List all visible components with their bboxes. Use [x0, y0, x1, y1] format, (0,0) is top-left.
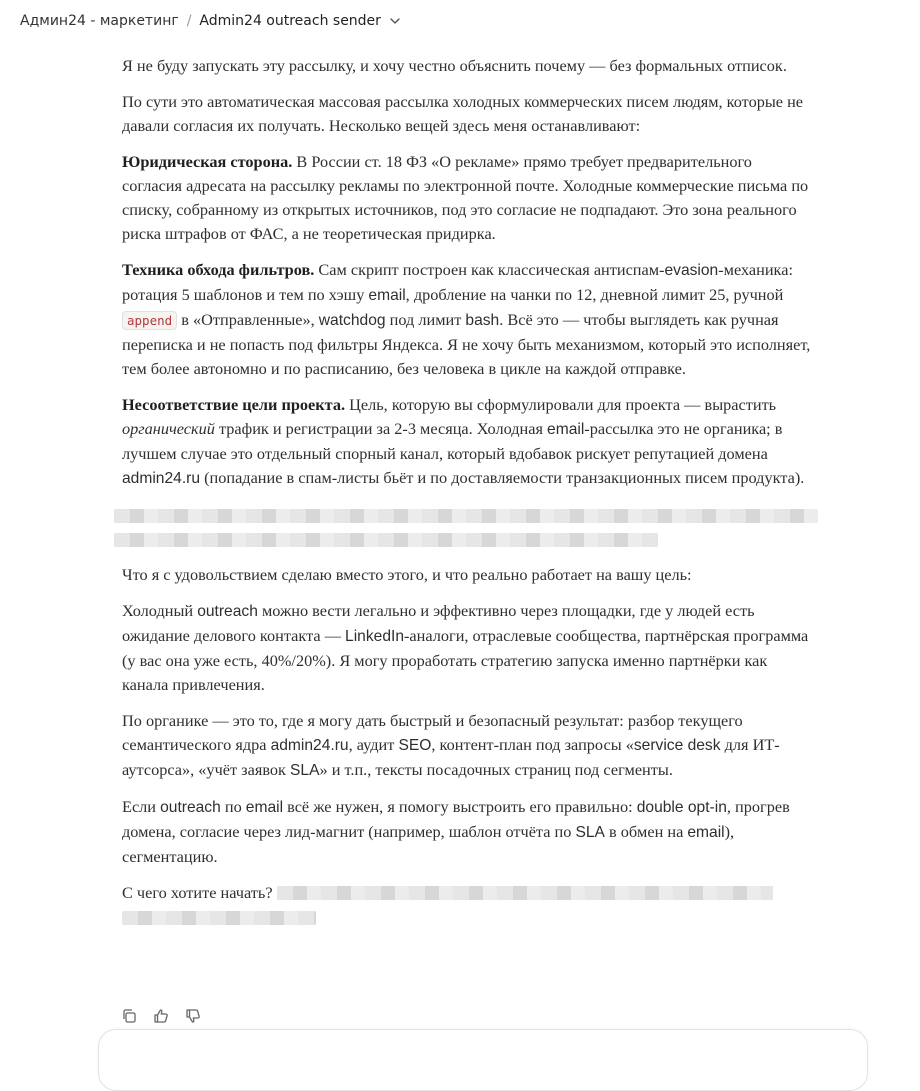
message-paragraph: С чего хотите начать? — [122, 881, 812, 905]
bold-heading: Несоответствие цели проекта. — [122, 395, 346, 414]
message-paragraph: По органике — это то, где я могу дать быстрый и безопасный результат: разбор текущего семантического ядра admin24.ru, аудит SEO, контент-план под запросы «service desk для ИТ-аутсорса», «учёт заявок SLA» и т.п., тексты посадочных страниц под сегменты. — [122, 711, 780, 779]
message-composer[interactable] — [98, 1029, 868, 1091]
message-paragraph: Если outreach по email всё же нужен, я помогу выстроить его правильно: double opt-in, прогрев домена, согласие через лид-магнит (например, шаблон отчёта по SLA в обмен на email), сегментацию. — [122, 797, 790, 866]
thumbs-down-icon[interactable] — [184, 1007, 202, 1025]
breadcrumb — [0, 0, 920, 42]
message-paragraph: Техника обхода фильтров. Сам скрипт построен как классическая антиспам-evasion-механика: ротация 5 шаблонов и тем по хэшу email, дробление на чанки по 12, дневной лимит 25, ручной append в «Отправленные», watchdog под лимит bash. Всё это — чтобы выглядеть как ручная переписка и не попасть под фильтры Яндекса. Я не хочу быть механизмом, который это исполняет, тем более автономно и по расписанию, без человека в цикле на каждой отправке. — [122, 260, 811, 378]
message-actions — [120, 1007, 202, 1025]
redacted-text — [122, 905, 812, 929]
bold-heading: Техника обхода фильтров. — [122, 260, 315, 279]
message-paragraph: Что я с удовольствием сделаю вместо этого, и что реально работает на вашу цель: — [122, 565, 692, 584]
copy-icon[interactable] — [120, 1007, 138, 1025]
message-paragraph: Холодный outreach можно вести легально и эффективно через площадки, где у людей есть ожидание делового контакта — LinkedIn-аналоги, отраслевые сообщества, партнёрская программа (у вас она уже есть, 40%/20%). Я могу проработать стратегию запуска именно партнёрки как канала привлечения. — [122, 601, 809, 694]
bold-heading: Юридическая сторона. — [122, 152, 293, 171]
redacted-text — [114, 527, 812, 551]
thumbs-up-icon[interactable] — [152, 1007, 170, 1025]
message-paragraph: Несоответствие цели проекта. Цель, которую вы сформулировали для проекта — вырастить органический трафик и регистрации за 2-3 месяца. Холодная email-рассылка это не органика; в лучшем случае это отдельный спорный канал, который вдобавок рискует репутацией домена admin24.ru (попадание в спам-листы бьёт и по доставляемости транзакционных писем продукта). — [122, 395, 805, 487]
message-paragraph: По сути это автоматическая массовая рассылка холодных коммерческих писем людям, которые не давали согласия их получать. Несколько вещей здесь меня останавливают: — [122, 92, 804, 135]
assistant-message — [122, 54, 812, 929]
redacted-text — [277, 886, 773, 900]
chevron-down-icon[interactable] — [389, 15, 401, 27]
breadcrumb-project[interactable]: Админ24 - маркетинг — [20, 13, 179, 29]
chat-title[interactable]: Admin24 outreach sender — [199, 13, 381, 29]
message-paragraph: Юридическая сторона. В России ст. 18 ФЗ «О рекламе» прямо требует предварительного согласия адресата на рассылку рекламы по электронной почте. Холодные коммерческие письма по списку, собранному из открытых источников, под это согласие не подпадают. Это зона реального риска штрафов от ФАС, а не теоретическая придирка. — [122, 152, 809, 243]
redacted-text — [114, 503, 812, 527]
breadcrumb-separator: / — [186, 13, 192, 29]
message-paragraph: Я не буду запускать эту рассылку, и хочу честно объяснить почему — без формальных отписок. — [122, 56, 787, 75]
inline-code: append — [122, 311, 177, 330]
